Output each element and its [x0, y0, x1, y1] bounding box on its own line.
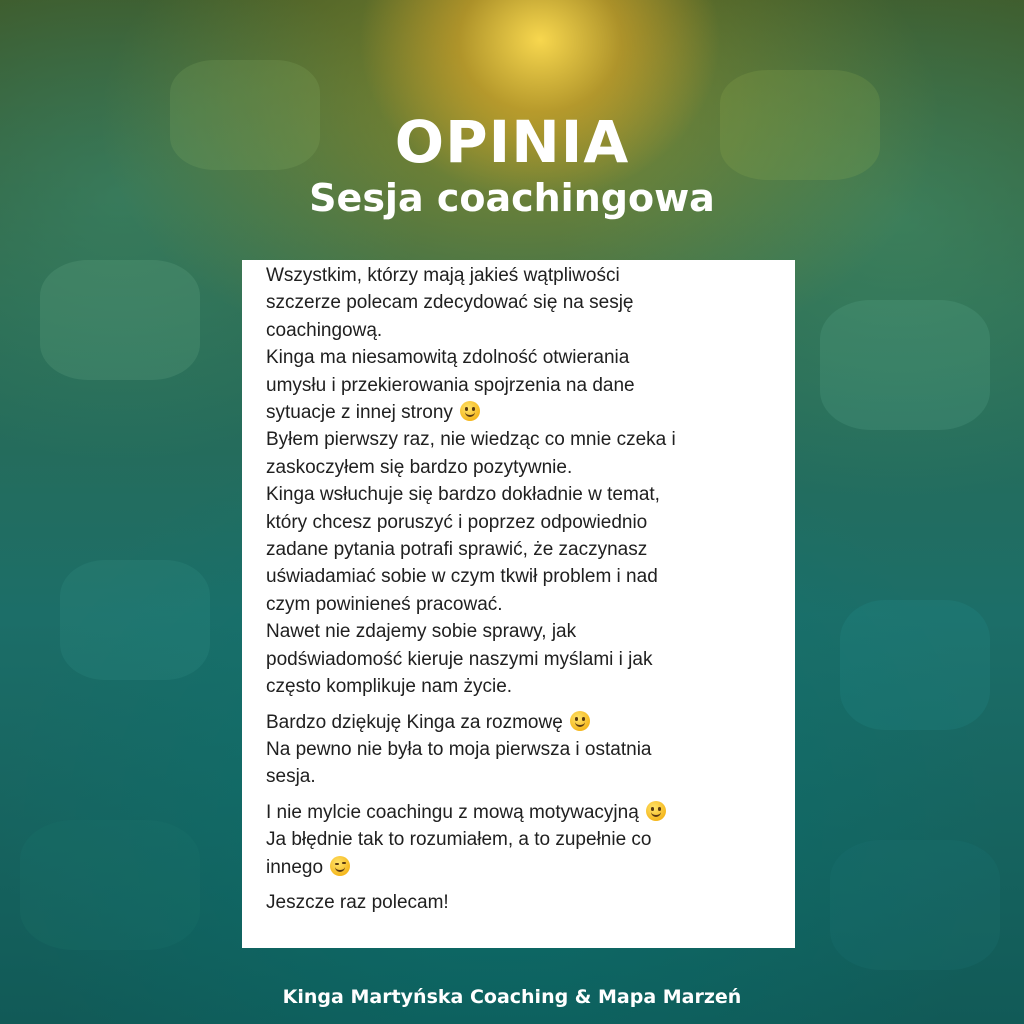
review-line: Kinga ma niesamowitą zdolność otwierania [266, 347, 630, 369]
review-line-with-emoji [266, 854, 771, 881]
review-line: sesja. [266, 766, 316, 788]
bokeh-light [20, 820, 200, 950]
review-line: zaskoczyłem się bardzo pozytywnie. [266, 456, 573, 478]
review-line-with-emoji [266, 709, 771, 736]
review-line: uświadamiać sobie w czym tkwił problem i nad [266, 566, 658, 588]
review-paragraph-4 [266, 889, 771, 916]
review-line: często komplikuje nam życie. [266, 676, 513, 698]
bokeh-light [820, 300, 990, 430]
review-line-with-emoji [266, 799, 771, 826]
review-line: Nawet nie zdajemy sobie sprawy, jak [266, 621, 577, 643]
review-line: Byłem pierwszy raz, nie wiedząc co mnie czeka i [266, 429, 676, 451]
review-line: czym powinieneś pracować. [266, 593, 503, 615]
review-line: Kinga wsłuchuje się bardzo dokładnie w temat, [266, 484, 660, 506]
bokeh-light [830, 840, 1000, 970]
bokeh-light [840, 600, 990, 730]
page-title: OPINIA [394, 108, 630, 176]
review-line: szczerze polecam zdecydować się na sesję [266, 292, 634, 314]
review-line: umysłu i przekierowania spojrzenia na dane [266, 374, 635, 396]
review-paragraph-1 [266, 262, 771, 701]
review-card [242, 260, 795, 948]
page-subtitle: Sesja coachingowa [309, 176, 715, 220]
review-line: zadane pytania potrafi sprawić, że zaczynasz [266, 539, 648, 561]
review-line: coachingową. [266, 319, 383, 341]
review-line-text: I nie mylcie coachingu z mową motywacyjną [266, 801, 639, 823]
review-line: Ja błędnie tak to rozumiałem, a to zupełnie co [266, 829, 652, 851]
smiling-face-emoji-icon [570, 711, 590, 731]
review-paragraph-2 [266, 709, 771, 791]
review-line-text: innego [266, 856, 324, 878]
review-line: który chcesz poruszyć i poprzez odpowiednio [266, 511, 648, 533]
review-paragraph-3 [266, 799, 771, 881]
review-line: Wszystkim, którzy mają jakieś wątpliwości [266, 265, 620, 286]
brand-footer: Kinga Martyńska Coaching & Mapa Marzeń [282, 986, 742, 1008]
smiling-face-emoji-icon [460, 401, 480, 421]
review-line: Na pewno nie była to moja pierwsza i ostatnia [266, 738, 652, 760]
review-line: Jeszcze raz polecam! [266, 891, 449, 913]
review-line-text: Bardzo dziękuję Kinga za rozmowę [266, 711, 563, 733]
review-line: podświadomość kieruje naszymi myślami i jak [266, 648, 653, 670]
winking-face-emoji-icon [330, 856, 350, 876]
bokeh-light [40, 260, 200, 380]
bokeh-light [60, 560, 210, 680]
review-line-text: sytuacje z innej strony [266, 402, 453, 424]
review-line-with-emoji [266, 399, 771, 426]
smiling-face-emoji-icon [646, 801, 666, 821]
